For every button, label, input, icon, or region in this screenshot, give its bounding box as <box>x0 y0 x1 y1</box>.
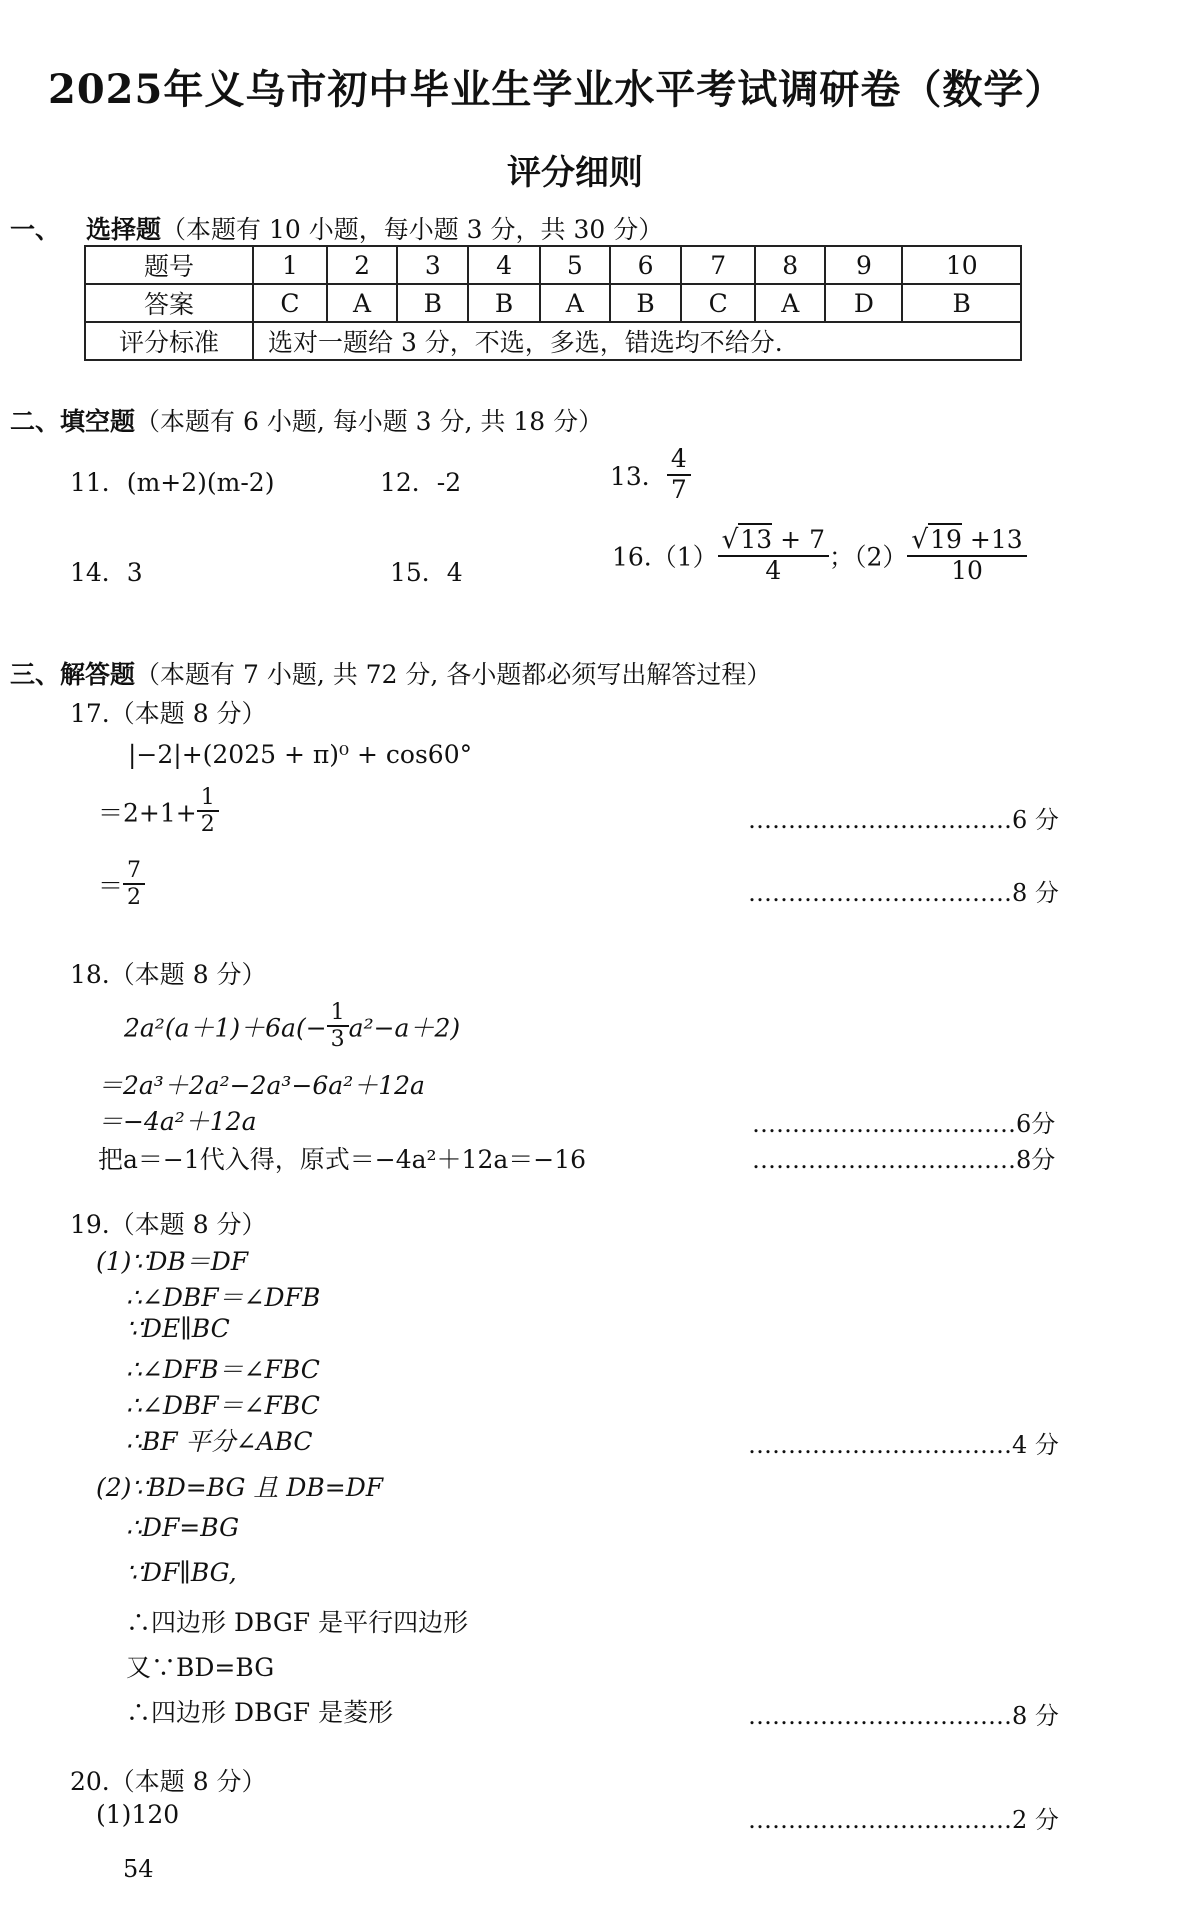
section2-heading <box>10 402 603 438</box>
radicand: 19 <box>930 525 962 554</box>
fraction-numerator <box>718 525 829 557</box>
q20-part1: (1)120 <box>96 1800 180 1829</box>
answer-11: 11．(m+2)(m-2) <box>70 468 275 497</box>
fraction-denominator: 10 <box>951 556 983 586</box>
q19-part2-line1: (2)∵BD=BG 且 DB=DF <box>96 1473 384 1502</box>
answer-15: 15．4 <box>390 558 463 587</box>
section1-desc: （本题有 10 小题，每小题 3 分，共 30 分） <box>161 215 664 244</box>
q19-part2-line4: ∴四边形 DBGF 是平行四边形 <box>126 1608 469 1637</box>
numerator-rest: + 7 <box>780 525 825 554</box>
question-number-cell: 4 <box>468 246 539 284</box>
document-subtitle: 评分细则 <box>507 153 643 193</box>
answer-16-separator: ；（2） <box>828 542 908 572</box>
q19-part1-line5: ∴∠DBF＝∠FBC <box>126 1391 320 1420</box>
fraction-denominator: 4 <box>765 556 782 586</box>
section2-number: 二、 <box>10 407 61 436</box>
step-fraction <box>123 858 145 911</box>
answer-cell: A <box>540 284 610 322</box>
question-number-cell: 1 <box>253 246 327 284</box>
question-number-cell: 7 <box>681 246 755 284</box>
section1-number: 一、 <box>10 215 61 244</box>
question-number-cell: 9 <box>825 246 902 284</box>
q17-step1 <box>98 785 219 838</box>
question-number-cell: 2 <box>327 246 397 284</box>
answer-row <box>85 284 1021 322</box>
numerator-rest: +13 <box>969 525 1023 554</box>
answer-cell: A <box>327 284 397 322</box>
fraction-denominator: 3 <box>330 1027 345 1053</box>
question-number-cell: 3 <box>397 246 468 284</box>
scoring-rule-text: 选对一题给 3 分，不选，多选，错选均不给分. <box>253 322 1021 360</box>
question-number-cell: 10 <box>902 246 1021 284</box>
answer-16-part2-fraction <box>907 525 1026 586</box>
q19-part1-line3: ∵DE∥BC <box>126 1314 230 1343</box>
answer-table <box>84 245 1022 361</box>
sqrt-icon: √ <box>721 525 739 555</box>
q19-part1-line4: ∴∠DFB＝∠FBC <box>126 1355 320 1384</box>
question-number-cell: 5 <box>540 246 610 284</box>
q18-heading: 18.（本题 8 分） <box>70 960 267 989</box>
q17-step2 <box>98 858 145 911</box>
fraction-numerator: 4 <box>667 445 691 476</box>
q18-step2: ＝−4a²＋12a <box>98 1107 257 1136</box>
radicand: 13 <box>740 525 773 554</box>
document-title: 2025年义乌市初中毕业生学业水平考试调研卷（数学） <box>48 66 1066 113</box>
q19-part1-line1: (1)∵DB＝DF <box>96 1247 249 1276</box>
q17-score-8: ……………………………8 分 <box>748 879 1059 907</box>
q19-part2-line6: ∴四边形 DBGF 是菱形 <box>126 1698 394 1727</box>
answer-13-fraction <box>667 445 691 505</box>
question-number-cell: 6 <box>610 246 681 284</box>
q19-score-4: ……………………………4 分 <box>748 1431 1059 1459</box>
fraction-numerator <box>907 525 1026 557</box>
q18-score-6: ……………………………6分 <box>752 1110 1056 1138</box>
q20-score-2: ……………………………2 分 <box>748 1806 1059 1834</box>
step-fraction <box>197 785 219 838</box>
answer-13 <box>610 445 691 505</box>
section3-name: 解答题 <box>60 660 136 689</box>
scoring-rule-label: 评分标准 <box>85 322 253 360</box>
answer-cell: B <box>610 284 681 322</box>
q17-score-6: ……………………………6 分 <box>748 806 1059 834</box>
section1-heading <box>10 210 663 246</box>
sqrt-icon: √ <box>911 525 929 555</box>
section2-name: 填空题 <box>60 407 136 436</box>
step-prefix: ＝2+1+ <box>98 798 197 828</box>
answer-12: 12．-2 <box>380 468 462 497</box>
answer-cell: D <box>825 284 902 322</box>
q17-heading: 17.（本题 8 分） <box>70 699 267 728</box>
page-number: 54 <box>123 1855 154 1883</box>
question-number-cell: 8 <box>755 246 825 284</box>
scoring-rule-row <box>85 322 1021 360</box>
q20-heading: 20.（本题 8 分） <box>70 1767 267 1796</box>
expression-prefix: 2a²(a＋1)＋6a(− <box>124 1013 327 1043</box>
q19-score-8: ……………………………8 分 <box>748 1702 1059 1730</box>
answer-16-label: 16.（1） <box>612 542 718 572</box>
section3-number: 三、 <box>10 660 61 689</box>
answer-16-part1-fraction <box>718 525 829 586</box>
answer-label: 答案 <box>85 284 253 322</box>
q19-part2-line5: 又∵BD=BG <box>126 1653 275 1682</box>
question-number-label: 题号 <box>85 246 253 284</box>
fraction-numerator: 7 <box>123 858 145 885</box>
q19-part2-line3: ∵DF∥BG, <box>126 1558 237 1587</box>
q19-heading: 19.（本题 8 分） <box>70 1210 267 1239</box>
q19-part1-line2: ∴∠DBF＝∠DFB <box>126 1283 321 1312</box>
section1-name: 选择题 <box>86 215 162 244</box>
answer-cell: B <box>468 284 539 322</box>
section3-heading <box>10 655 771 691</box>
expression-suffix: a²−a＋2) <box>348 1013 461 1043</box>
q18-step3: 把a＝−1代入得，原式＝−4a²＋12a＝−16 <box>98 1145 587 1174</box>
question-number-row <box>85 246 1021 284</box>
fraction-numerator: 1 <box>327 1000 349 1027</box>
answer-cell: B <box>397 284 468 322</box>
q19-part1-line6: ∴BF 平分∠ABC <box>126 1427 313 1456</box>
fraction-denominator: 2 <box>127 885 142 911</box>
q17-expression: |−2|+(2025 + π)⁰ + cos60° <box>128 740 473 769</box>
answer-cell: C <box>253 284 327 322</box>
section2-desc: （本题有 6 小题, 每小题 3 分, 共 18 分） <box>135 407 604 436</box>
answer-16 <box>612 525 1027 586</box>
q19-part2-line2: ∴DF=BG <box>126 1513 240 1542</box>
section3-desc: （本题有 7 小题, 共 72 分, 各小题都必须写出解答过程） <box>135 660 772 689</box>
fraction-denominator: 7 <box>670 474 687 504</box>
fraction-denominator: 2 <box>200 812 215 838</box>
q18-score-8: ……………………………8分 <box>752 1146 1056 1174</box>
expression-fraction <box>327 1000 349 1053</box>
answer-13-label: 13． <box>610 461 667 491</box>
step-prefix: ＝ <box>98 871 124 901</box>
fraction-numerator: 1 <box>197 785 219 812</box>
answer-cell: A <box>755 284 825 322</box>
q18-expression <box>124 1000 460 1053</box>
answer-14: 14．3 <box>70 558 143 587</box>
q18-step1: ＝2a³＋2a²−2a³−6a²＋12a <box>98 1071 425 1100</box>
answer-cell: C <box>681 284 755 322</box>
answer-cell: B <box>902 284 1021 322</box>
